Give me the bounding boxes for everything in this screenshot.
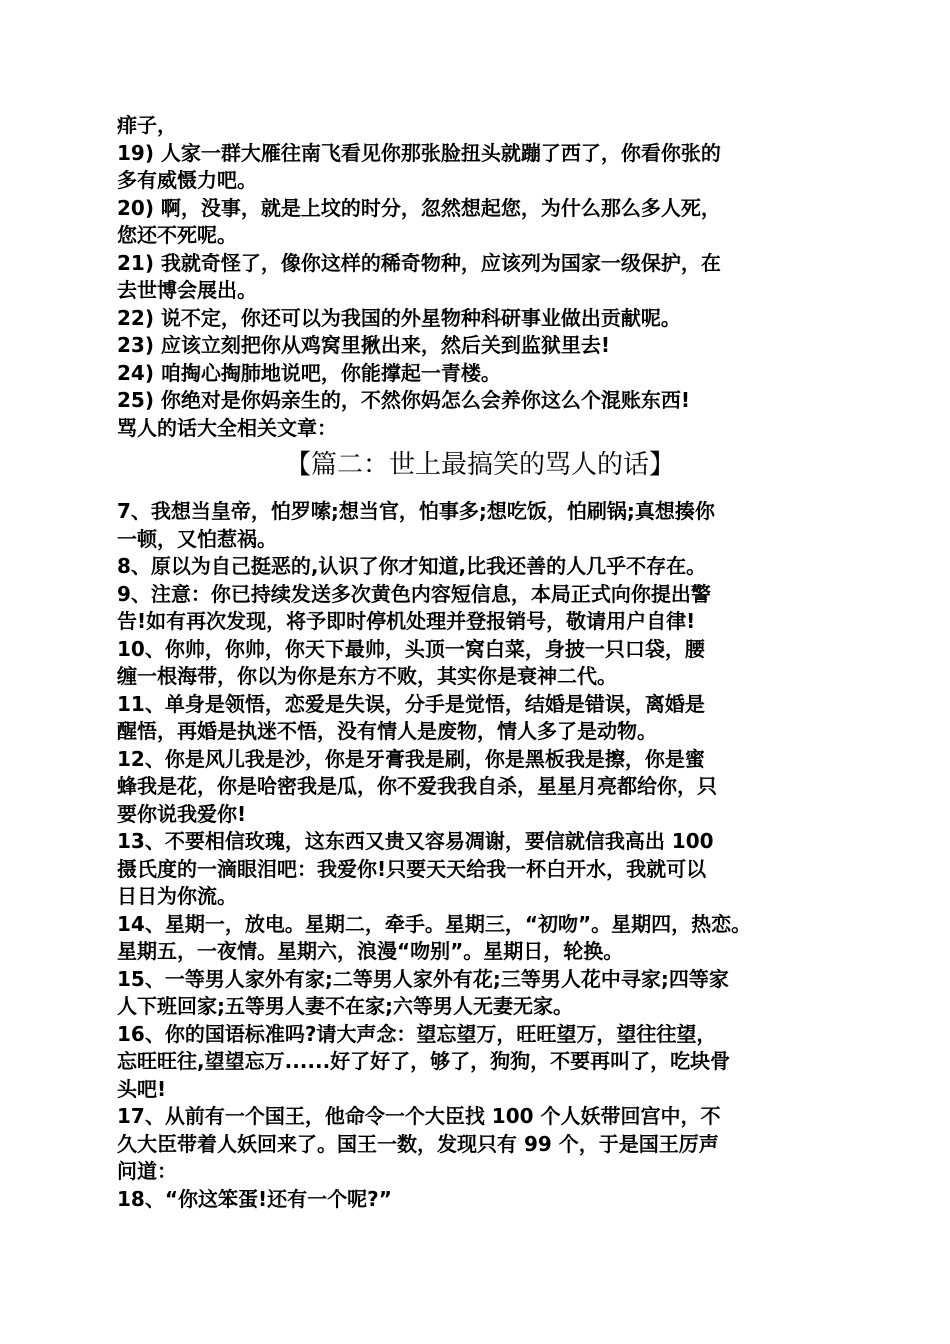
text-line: 12、你是风儿我是沙，你是牙膏我是刷，你是黑板我是擦，你是蜜 [117,746,705,771]
text-line: 20) 啊，没事，就是上坟的时分，忽然想起您，为什么那么多人死， [117,195,721,220]
text-line: 24) 咱掏心掏肺地说吧，你能撑起一青楼。 [117,360,501,385]
text-line: 21) 我就奇怪了，像你这样的稀奇物种，应该列为国家一级保护，在 [117,250,721,275]
text-line: 11、单身是领悟，恋爱是失误，分手是觉悟，结婚是错误，离婚是 [117,691,705,716]
text-line: 缠一根海带，你以为你是东方不败，其实你是衰神二代。 [117,664,617,688]
text-line: 摄氏度的一滴眼泪吧：我爱你!只要天天给我一杯白开水，我就可以 [117,856,707,881]
text-line: 7、我想当皇帝，怕罗嗦;想当官，怕事多;想吃饭，怕刷锅;真想揍你 [117,499,715,523]
text-line: 25) 你绝对是你妈亲生的，不然你妈怎么会养你这么个混账东西! [117,388,691,412]
text-line: 23) 应该立刻把你从鸡窝里揪出来，然后关到监狱里去! [117,333,611,357]
text-line: 醒悟，再婚是执迷不悟，没有情人是废物，情人多了是动物。 [117,719,657,743]
text-line: 您还不死呢。 [117,223,237,247]
text-line: 16、你的国语标准吗?请大声念：望忘望万，旺旺望万，望往往望， [117,1021,717,1046]
text-line: 14、星期一，放电。星期二，牵手。星期三，“初吻”。星期四，热恋。 [117,911,752,936]
text-line: 15、一等男人家外有家;二等男人家外有花;三等男人花中寻家;四等家 [117,966,729,991]
text-line: 19) 人家一群大雁往南飞看见你那张脸扭头就蹦了西了，你看你张的 [117,140,721,165]
text-line: 蜂我是花，你是哈密我是瓜，你不爱我我自杀，星星月亮都给你，只 [117,774,717,798]
related-articles-heading: 骂人的话大全相关文章： [117,415,337,440]
text-line: 10、你帅，你帅，你天下最帅，头顶一窝白菜，身披一只口袋，腰 [117,636,705,661]
text-line: 17、从前有一个国王，他命令一个大臣找 100 个人妖带回宫中，不 [117,1104,721,1128]
text-line: 要你说我爱你! [117,801,247,826]
text-line: 多有威慑力吧。 [117,168,257,192]
text-line: 问道： [117,1159,177,1183]
text-line: 8、原以为自己挺恶的,认识了你才知道,比我还善的人几乎不存在。 [117,554,707,578]
text-line: 日日为你流。 [117,884,237,908]
text-line: 久大臣带着人妖回来了。国王一数，发现只有 99 个，于是国王厉声 [117,1131,719,1156]
text-line: 痱子， [117,113,177,137]
bottom-list [117,498,843,1213]
document-page [117,112,843,1213]
text-line: 18、“你这笨蛋!还有一个呢?” [117,1186,392,1211]
text-line: 22) 说不定，你还可以为我国的外星物种科研事业做出贡献呢。 [117,305,681,330]
text-line: 告!如有再次发现，将予即时停机处理并登报销号，敬请用户自律! [117,609,696,633]
text-line: 忘旺旺往,望望忘万......好了好了，够了，狗狗，不要再叫了，吃块骨 [117,1049,731,1073]
text-line: 13、不要相信玫瑰，这东西又贵又容易凋谢，要信就信我高出 100 [117,829,714,853]
text-line: 头吧! [117,1076,167,1101]
text-line: 人下班回家;五等男人妻不在家;六等男人无妻无家。 [117,994,573,1018]
top-list [117,112,843,442]
section-title: 【篇二：世上最搞笑的骂人的话】 [284,450,675,480]
text-line: 去世博会展出。 [117,278,257,302]
text-line: 一顿，又怕惹祸。 [117,526,277,551]
text-line: 9、注意：你已持续发送多次黄色内容短信息，本局正式向你提出警 [117,581,711,606]
text-line: 星期五，一夜情。星期六，浪漫“吻别”。星期日，轮换。 [117,939,624,963]
